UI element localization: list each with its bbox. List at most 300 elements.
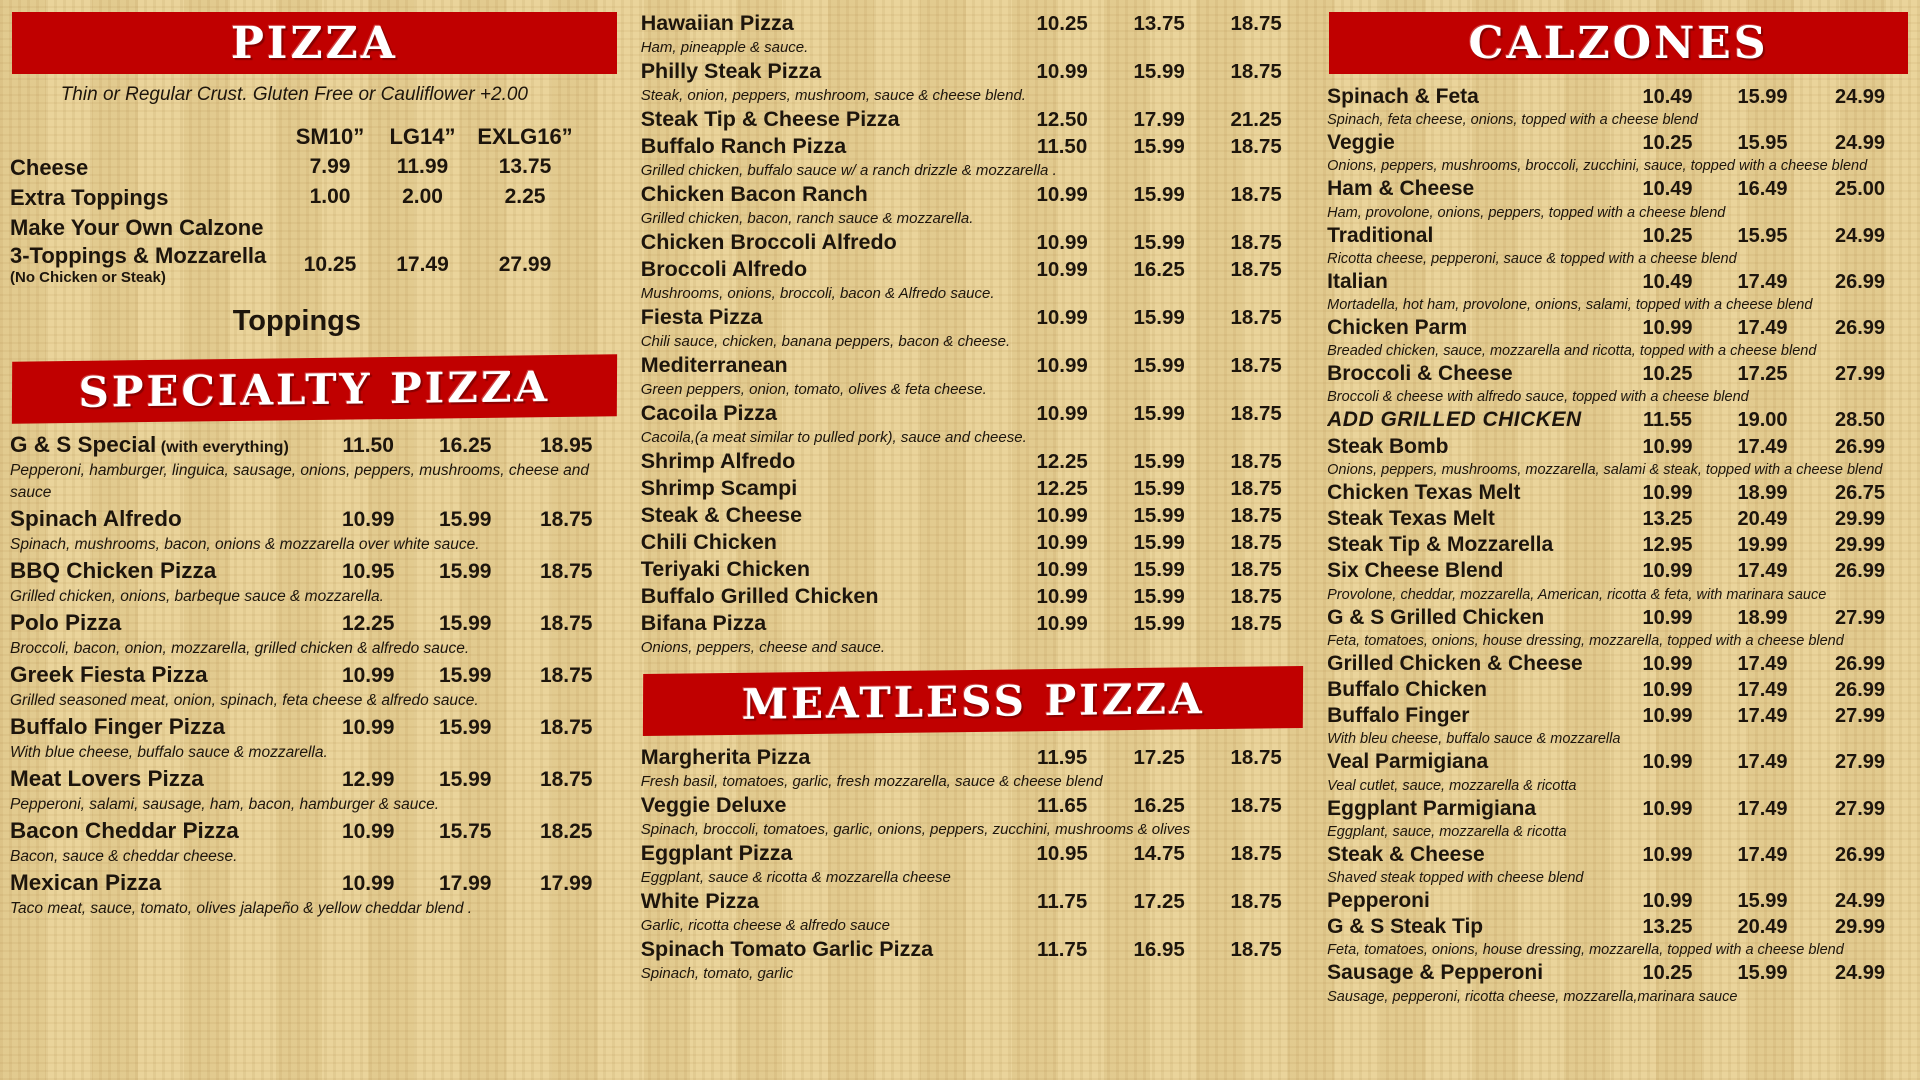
price-exlarge: 29.99: [1834, 508, 1886, 531]
price-small: 11.75: [1037, 890, 1088, 913]
menu-item-name-wrap: [10, 556, 320, 586]
price-exlarge: 18.75: [1230, 60, 1282, 83]
menu-item-description: Taco meat, sauce, tomato, olives jalapeño & yellow cheddar blend .: [10, 900, 473, 917]
menu-item: [1327, 434, 1910, 480]
menu-item-row: [1327, 130, 1910, 156]
menu-item: [641, 448, 1305, 475]
menu-item-name-wrap: [641, 133, 1013, 160]
price-large: 17.49: [1737, 270, 1788, 293]
menu-item-name-wrap: [1327, 506, 1620, 532]
price-small: 13.25: [1642, 916, 1693, 939]
price-exlarge: 18.75: [539, 664, 593, 687]
menu-item: [1327, 749, 1910, 795]
menu-item: [641, 840, 1305, 888]
menu-item-name: Buffalo Ranch Pizza: [640, 134, 847, 158]
menu-item-name: Steak & Cheese: [640, 503, 803, 527]
specialty-items: [10, 430, 619, 920]
menu-item-row: [10, 608, 619, 638]
menu-item-row: [1327, 914, 1910, 940]
price-large: 16.49: [1737, 178, 1788, 201]
menu-item-row: [641, 792, 1305, 819]
price-small: 10.99: [1642, 481, 1693, 504]
price-large: 17.49: [1737, 435, 1788, 458]
menu-item: [1327, 914, 1910, 960]
menu-item-row: [641, 106, 1305, 133]
menu-item-row: [10, 556, 619, 586]
menu-item-description: Mushrooms, onions, broccoli, bacon & Alfredo sauce.: [640, 285, 995, 302]
menu-item-name-wrap: [10, 430, 320, 460]
menu-item-name-wrap: [1327, 749, 1620, 775]
menu-item-name: Spinach & Feta: [1327, 85, 1479, 108]
price-exlarge: 27.99: [1834, 363, 1886, 386]
menu-item-row: [1327, 605, 1910, 631]
menu-item-name-wrap: [1327, 84, 1620, 110]
price-exlarge: 18.75: [1230, 450, 1282, 473]
size-header-row: [10, 122, 580, 152]
size-header-sm: SM10”: [295, 124, 365, 149]
menu-item-name: Eggplant Pizza: [640, 841, 793, 865]
price-small: 10.25: [1642, 363, 1693, 386]
menu-item-row: [10, 712, 619, 742]
specialty-pizza-banner: [12, 354, 617, 423]
price-small: 11.50: [342, 434, 394, 457]
price-exlarge: 27.99: [1834, 751, 1886, 774]
price-small: 12.99: [341, 768, 395, 791]
menu-item-row: [641, 744, 1305, 771]
price-large: 15.99: [1133, 450, 1185, 473]
menu-item-row: [1327, 888, 1910, 914]
price-large: 14.75: [1133, 842, 1185, 865]
price-exlarge: 18.25: [539, 820, 593, 843]
calzones-banner: [1329, 12, 1908, 74]
price-exlarge: 18.75: [1230, 585, 1282, 608]
price-exlarge: 18.75: [539, 768, 593, 791]
price-exlarge: 24.99: [1834, 132, 1886, 155]
menu-item-name-wrap: [641, 229, 1013, 256]
specialty-continued-items: [641, 10, 1305, 658]
price-large: 13.75: [1133, 12, 1185, 35]
menu-item-row: [641, 502, 1305, 529]
menu-item-name-wrap: [641, 58, 1013, 85]
menu-item-name: Chicken Parm: [1327, 316, 1468, 340]
menu-item-name-wrap: [1327, 677, 1620, 703]
price-exlarge: 17.99: [539, 872, 593, 895]
price-exlarge: 26.75: [1834, 481, 1886, 504]
menu-item-row: [10, 660, 619, 690]
price-exlarge: 24.99: [1834, 890, 1886, 913]
price-small: 10.99: [341, 820, 395, 843]
menu-item-name-wrap: [641, 256, 1013, 283]
price-small: 10.99: [1036, 183, 1088, 206]
menu-item: [1327, 506, 1910, 532]
menu-item: [1327, 84, 1910, 130]
menu-item-description: Grilled chicken, onions, barbeque sauce & mozzarella.: [10, 588, 384, 605]
menu-item-name: Six Cheese Blend: [1327, 559, 1504, 583]
price-small: 12.25: [341, 612, 395, 635]
pizza-row-name: Extra Toppings: [10, 184, 169, 210]
menu-item-row: [641, 529, 1305, 556]
menu-item: [1327, 677, 1910, 703]
price-exlarge: 29.99: [1834, 916, 1886, 939]
menu-item-name: Broccoli Alfredo: [640, 257, 808, 281]
price-exlarge: 13.75: [498, 155, 552, 178]
price-exlarge: 27.99: [1834, 606, 1886, 629]
price-exlarge: 18.75: [1230, 183, 1282, 206]
menu-item: [641, 133, 1305, 181]
menu-item-row: [641, 475, 1305, 502]
menu-item-name: Teriyaki Chicken: [640, 557, 811, 581]
menu-item-name-wrap: [10, 712, 320, 742]
menu-item-row: [10, 504, 619, 534]
price-large: 11.99: [396, 155, 449, 178]
menu-item-row: [1327, 84, 1910, 110]
menu-item-name: Traditional: [1327, 223, 1434, 247]
menu-item-row: [1327, 532, 1910, 558]
menu-item: [1327, 605, 1910, 651]
menu-item-name: White Pizza: [640, 889, 759, 913]
pizza-row-name: 3-Toppings & Mozzarella: [10, 243, 267, 268]
menu-item: [1327, 842, 1910, 888]
pizza-row-name-cell: [10, 154, 285, 181]
price-small: 10.99: [1642, 705, 1693, 728]
menu-item-name-wrap: [1327, 361, 1620, 387]
price-small: 12.50: [1036, 108, 1088, 131]
price-large: 16.25: [1133, 794, 1185, 817]
menu-item-name-wrap: [10, 816, 320, 846]
menu-item-row: [1327, 434, 1910, 460]
menu-item-row: [1327, 506, 1910, 532]
price-large: 15.99: [1133, 183, 1185, 206]
menu-item: [1327, 361, 1910, 407]
price-small: 10.99: [1036, 354, 1088, 377]
menu-item-name-wrap: [1327, 605, 1620, 631]
menu-item-name-wrap: [641, 744, 1013, 771]
price-exlarge: 27.99: [1834, 797, 1886, 820]
price-large: 15.99: [438, 716, 492, 739]
menu-item-description: Onions, peppers, mushrooms, mozzarella, salami & steak, topped with a cheese blend: [1327, 461, 1883, 478]
menu-item-name: Italian: [1327, 269, 1388, 293]
menu-item-name: Ham & Cheese: [1327, 177, 1475, 201]
price-large: 17.25: [1133, 890, 1185, 913]
menu-item-row: [10, 816, 619, 846]
specialty-pizza-title: SPECIALTY PIZZA: [78, 361, 551, 417]
menu-item-row: [641, 352, 1305, 379]
price-exlarge: 27.99: [1834, 705, 1886, 728]
menu-item-name: Veggie: [1327, 131, 1395, 155]
price-exlarge: 18.75: [1230, 938, 1282, 961]
menu-item-row: [1327, 796, 1910, 822]
menu-item-name-wrap: [641, 475, 1013, 502]
menu-item-row: [1327, 176, 1910, 202]
menu-item-description: Breaded chicken, sauce, mozzarella and ricotta, topped with a cheese blend: [1327, 343, 1817, 360]
menu-item-row: [1327, 842, 1910, 868]
price-large: 15.99: [438, 508, 492, 531]
price-exlarge: 24.99: [1834, 86, 1886, 108]
menu-item-name: Veggie Deluxe: [640, 793, 787, 817]
price-small: 12.25: [1036, 477, 1088, 500]
price-large: 16.25: [438, 434, 492, 457]
menu-item-name-wrap: [1327, 130, 1620, 156]
menu-item-name-wrap: [1327, 888, 1620, 914]
menu-item-name-wrap: [1327, 842, 1620, 868]
menu-item-name-wrap: [641, 10, 1013, 37]
price-exlarge: 18.75: [1230, 558, 1282, 581]
price-large: 15.99: [1133, 60, 1185, 83]
menu-item-row: [1327, 651, 1910, 677]
price-exlarge: 18.75: [539, 508, 593, 531]
price-large: 15.99: [1737, 962, 1788, 985]
menu-item: [641, 475, 1305, 502]
menu-item: [10, 608, 619, 660]
pizza-row-name: Make Your Own Calzone: [10, 214, 264, 240]
menu-item-row: [1327, 749, 1910, 775]
price-exlarge: 24.99: [1834, 224, 1886, 247]
menu-item-name-wrap: [641, 792, 1013, 819]
price-large: 15.99: [1133, 585, 1185, 608]
menu-item-description: Pepperoni, salami, sausage, ham, bacon, hamburger & sauce.: [10, 796, 440, 813]
price-exlarge: 26.99: [1834, 560, 1886, 583]
pizza-table-rows: [10, 152, 580, 287]
menu-item-description: With blue cheese, buffalo sauce & mozzarella.: [10, 744, 328, 761]
menu-item-description: Green peppers, onion, tomato, olives & feta cheese.: [640, 381, 987, 398]
menu-item-row: [641, 610, 1305, 637]
price-exlarge: 21.25: [1230, 108, 1282, 131]
price-exlarge: 18.75: [1230, 135, 1282, 158]
price-exlarge: 18.75: [1230, 890, 1282, 913]
menu-item-name: Steak Tip & Cheese Pizza: [640, 107, 900, 131]
price-small: 10.25: [1642, 132, 1693, 155]
price-large: 17.99: [1133, 108, 1185, 131]
toppings-title: Toppings: [232, 305, 362, 337]
menu-item-name: Fiesta Pizza: [640, 305, 763, 329]
price-small: 10.99: [1642, 317, 1693, 340]
menu-item-name: Shrimp Alfredo: [640, 449, 796, 473]
menu-item-name: ADD GRILLED CHICKEN: [1327, 408, 1582, 432]
pizza-row-name-cell: [10, 214, 285, 241]
menu-item-name-wrap: [641, 352, 1013, 379]
menu-item-name: Chicken Texas Melt: [1327, 480, 1521, 504]
menu-item: [1327, 480, 1910, 506]
menu-item: [641, 529, 1305, 556]
menu-item-name: Spinach Alfredo: [10, 506, 182, 531]
price-exlarge: 18.75: [1230, 231, 1282, 254]
price-small: 10.99: [1036, 504, 1088, 527]
menu-item-name-wrap: [1327, 480, 1620, 506]
menu-item: [641, 10, 1305, 58]
price-exlarge: 25.00: [1834, 178, 1886, 201]
price-exlarge: 24.99: [1834, 962, 1886, 985]
menu-item: [10, 660, 619, 712]
menu-item-description: Ham, pineapple & sauce.: [640, 39, 809, 56]
menu-item: [641, 744, 1305, 792]
menu-item-description: Grilled chicken, bacon, ranch sauce & mozzarella.: [640, 210, 974, 227]
menu-item-name-wrap: [1327, 796, 1620, 822]
menu-item-name: Mexican Pizza: [10, 870, 162, 895]
menu-item-name-wrap: [1327, 269, 1620, 295]
menu-item: [1327, 223, 1910, 269]
menu-item-description: Eggplant, sauce & ricotta & mozzarella cheese: [640, 869, 951, 886]
price-exlarge: 18.75: [539, 560, 593, 583]
menu-item-name: G & S Steak Tip: [1327, 915, 1484, 939]
menu-item: [1327, 651, 1910, 677]
menu-item: [641, 936, 1305, 984]
price-small: 7.99: [309, 155, 351, 178]
menu-item-name: Meat Lovers Pizza: [10, 766, 204, 791]
menu-item-description: Onions, peppers, cheese and sauce.: [640, 639, 886, 656]
price-small: 10.99: [1642, 652, 1693, 675]
menu-item-name: Pepperoni: [1327, 889, 1430, 913]
price-small: 10.25: [1642, 224, 1693, 247]
menu-item-row: [1327, 361, 1910, 387]
menu-item-name-wrap: [641, 936, 1013, 963]
pizza-table-row: [10, 152, 580, 182]
price-large: 15.99: [1133, 477, 1185, 500]
menu-item: [10, 504, 619, 556]
price-large: 15.99: [1737, 890, 1788, 913]
menu-item: [1327, 888, 1910, 914]
price-large: 15.99: [1133, 402, 1185, 425]
menu-item: [641, 556, 1305, 583]
price-small: 10.25: [1642, 962, 1693, 985]
calzones-title: CALZONES: [1468, 17, 1769, 69]
price-large: 15.99: [1133, 531, 1185, 554]
menu-item: [1327, 532, 1910, 558]
price-small: 12.25: [1036, 450, 1088, 473]
price-small: 12.95: [1642, 534, 1693, 557]
menu-item-name-wrap: [1327, 558, 1620, 584]
price-large: 17.49: [1737, 751, 1788, 774]
price-small: 10.99: [1642, 606, 1693, 629]
menu-item-row: [641, 10, 1305, 37]
menu-item-name: Polo Pizza: [10, 610, 122, 635]
pizza-table-row: [10, 242, 580, 287]
price-small: 11.55: [1643, 409, 1692, 432]
menu-item-row: [641, 840, 1305, 867]
price-exlarge: 18.75: [1230, 612, 1282, 635]
price-small: 10.99: [1036, 531, 1088, 554]
price-small: 10.99: [1036, 612, 1088, 635]
price-large: 17.49: [1737, 705, 1788, 728]
menu-item-description: Mortadella, hot ham, provolone, onions, salami, topped with a cheese blend: [1327, 297, 1813, 314]
price-large: 15.99: [438, 612, 492, 635]
price-exlarge: 26.99: [1834, 270, 1886, 293]
menu-item-row: [641, 229, 1305, 256]
menu-item: [1327, 407, 1910, 433]
price-large: 18.99: [1737, 481, 1788, 504]
menu-item: [10, 764, 619, 816]
toppings-section: [10, 305, 584, 338]
menu-item-name: Bacon Cheddar Pizza: [10, 818, 239, 843]
price-exlarge: 18.75: [1230, 842, 1282, 865]
menu-item-description: Onions, peppers, mushrooms, broccoli, zucchini, sauce, topped with a cheese blend: [1327, 158, 1868, 175]
price-small: 10.49: [1642, 270, 1693, 293]
price-large: 18.99: [1737, 606, 1788, 629]
menu-item-name-wrap: [1327, 651, 1620, 677]
menu-item-name: Buffalo Finger: [1327, 704, 1470, 728]
price-exlarge: 26.99: [1834, 435, 1886, 458]
menu-item-row: [1327, 703, 1910, 729]
menu-item-name-wrap: [641, 610, 1013, 637]
menu-item: [1327, 960, 1910, 1006]
menu-item: [1327, 315, 1910, 361]
menu-item: [641, 583, 1305, 610]
menu-item: [10, 430, 619, 504]
price-small: 10.99: [1642, 890, 1693, 913]
menu-item: [1327, 796, 1910, 842]
price-large: 17.49: [1737, 560, 1788, 583]
menu-item-name: Hawaiian Pizza: [640, 11, 794, 35]
menu-item: [1327, 703, 1910, 749]
menu-item-name-wrap: [641, 181, 1013, 208]
menu-item-name-wrap: [10, 868, 320, 898]
menu-item-name-wrap: [10, 660, 320, 690]
price-large: 15.75: [438, 820, 492, 843]
menu-item-description: Garlic, ricotta cheese & alfredo sauce: [640, 917, 891, 934]
price-exlarge: 18.75: [1230, 402, 1282, 425]
menu-item-name-wrap: [1327, 434, 1620, 460]
pizza-section-banner: [12, 12, 617, 74]
menu-item-row: [641, 936, 1305, 963]
menu-item-description: Ricotta cheese, pepperoni, sauce & topped with a cheese blend: [1327, 250, 1737, 267]
column-pizza: [10, 0, 619, 1080]
price-large: 15.99: [1133, 504, 1185, 527]
price-large: 19.00: [1737, 409, 1788, 432]
menu-item-row: [641, 181, 1305, 208]
menu-item-row: [1327, 677, 1910, 703]
menu-item-description: Spinach, mushrooms, bacon, onions & mozzarella over white sauce.: [10, 536, 480, 553]
menu-item: [10, 556, 619, 608]
price-exlarge: 26.99: [1834, 317, 1886, 340]
menu-item-name: Margherita Pizza: [640, 745, 811, 769]
price-large: 15.95: [1737, 132, 1788, 155]
menu-item-row: [1327, 315, 1910, 341]
price-small: 10.99: [1642, 679, 1693, 702]
menu-item-name-wrap: [1327, 703, 1620, 729]
price-exlarge: 18.75: [1230, 306, 1282, 329]
pizza-row-name: Cheese: [10, 154, 89, 180]
price-exlarge: 18.75: [1230, 531, 1282, 554]
menu-item-row: [10, 764, 619, 794]
price-small: 10.99: [341, 664, 395, 687]
menu-item-name: Spinach Tomato Garlic Pizza: [640, 937, 934, 961]
menu-item-description: Bacon, sauce & cheddar cheese.: [10, 848, 238, 865]
price-small: 10.95: [341, 560, 395, 583]
menu-item-name: Bifana Pizza: [640, 611, 767, 635]
menu-item-description: Pepperoni, hamburger, linguica, sausage, onions, peppers, mushrooms, cheese and sauce: [10, 462, 590, 501]
menu-item-description: Spinach, tomato, garlic: [640, 965, 794, 982]
menu-item: [641, 502, 1305, 529]
price-large: 17.49: [1737, 843, 1788, 866]
menu-item-name-wrap: [1327, 960, 1620, 986]
pizza-row-subnote: (No Chicken or Steak): [10, 269, 166, 286]
menu-item-description: Eggplant, sauce, mozzarella & ricotta: [1327, 823, 1567, 840]
price-exlarge: 18.75: [1230, 354, 1282, 377]
menu-item-description: Broccoli, bacon, onion, mozzarella, grilled chicken & alfredo sauce.: [10, 640, 470, 657]
price-exlarge: 18.75: [1230, 794, 1282, 817]
menu-item-name: Chili Chicken: [640, 530, 777, 554]
menu-item-name-wrap: [10, 608, 320, 638]
menu-item-row: [641, 133, 1305, 160]
price-large: 15.99: [1737, 86, 1788, 108]
pizza-row-name-cell: [10, 184, 285, 211]
price-large: 17.49: [1737, 679, 1788, 702]
menu-item: [1327, 269, 1910, 315]
price-exlarge: 18.75: [539, 612, 593, 635]
price-small: 10.99: [1642, 560, 1693, 583]
menu-item: [10, 816, 619, 868]
price-large: 16.25: [1133, 258, 1185, 281]
price-large: 16.95: [1133, 938, 1185, 961]
